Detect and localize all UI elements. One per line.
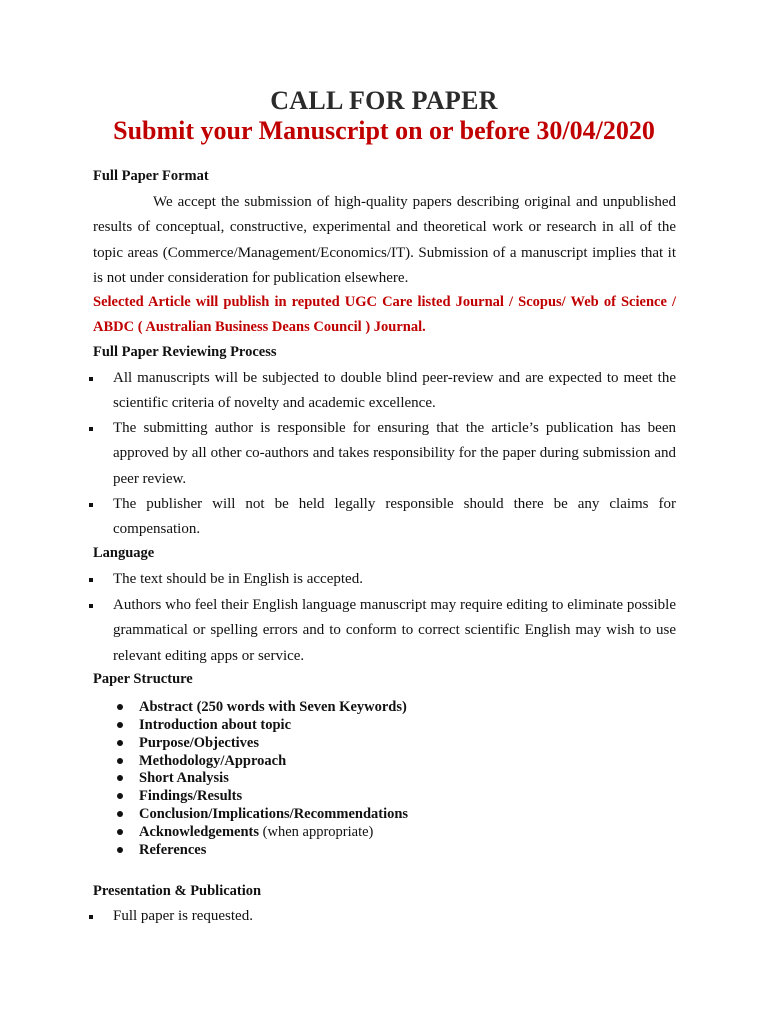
list-item bbox=[139, 716, 291, 734]
publication-highlight: Selected Article will publish in reputed UGC Care listed Journal / Scopus/ Web of Science / ABDC ( Australian Business Deans Council ) Journal. bbox=[93, 294, 676, 336]
list-item-text: Short Analysis bbox=[139, 770, 229, 786]
list-item-text: All manuscripts will be subjected to double blind peer-review and are expected to meet the scientific criteria of novelty and academic excellence. bbox=[113, 370, 676, 412]
list-item bbox=[139, 698, 407, 716]
round-bullet-icon bbox=[117, 740, 123, 746]
list-item bbox=[139, 752, 286, 770]
round-bullet-icon bbox=[117, 704, 123, 710]
list-item bbox=[139, 805, 408, 823]
list-item-text: Findings/Results bbox=[139, 788, 243, 804]
list-item-text: Purpose/Objectives bbox=[139, 735, 260, 751]
round-bullet-icon bbox=[117, 758, 123, 764]
square-bullet-icon bbox=[89, 578, 93, 582]
square-bullet-icon bbox=[89, 427, 93, 431]
list-item-text: The text should be in English is accepted. bbox=[113, 571, 363, 587]
acknowledgements-note: (when appropriate) bbox=[262, 824, 374, 840]
section-heading-review: Full Paper Reviewing Process bbox=[93, 344, 277, 360]
format-paragraph: We accept the submission of high-quality papers describing original and unpublished results of conceptual, constructive, experimental and theoretical work or research in all of the topic areas (Commerce/Management/Economics/IT). Submission of a manuscript implies that it is not under consideration for publication elsewhere. bbox=[93, 194, 676, 286]
list-item bbox=[113, 366, 676, 417]
section-heading-structure: Paper Structure bbox=[93, 671, 193, 687]
list-item-text: Methodology/Approach bbox=[139, 753, 287, 769]
list-item bbox=[139, 823, 373, 841]
round-bullet-icon bbox=[117, 793, 123, 799]
list-item bbox=[113, 593, 676, 669]
list-item-text: References bbox=[139, 842, 207, 858]
list-item-text: Full paper is requested. bbox=[113, 908, 253, 924]
list-item bbox=[139, 841, 206, 859]
list-item bbox=[113, 492, 676, 543]
list-item bbox=[139, 769, 229, 787]
round-bullet-icon bbox=[117, 775, 123, 781]
section-heading-presentation: Presentation & Publication bbox=[93, 883, 262, 899]
square-bullet-icon bbox=[89, 377, 93, 381]
section-heading-format: Full Paper Format bbox=[93, 168, 209, 184]
list-item-text: Conclusion/Implications/Recommendations bbox=[139, 806, 409, 822]
round-bullet-icon bbox=[117, 829, 123, 835]
page-subtitle: Submit your Manuscript on or before 30/04/2020 bbox=[113, 116, 655, 145]
square-bullet-icon bbox=[89, 604, 93, 608]
round-bullet-icon bbox=[117, 811, 123, 817]
list-item-text: The publisher will not be held legally responsible should there be any claims for compensation. bbox=[113, 496, 676, 538]
list-item-text: Introduction about topic bbox=[139, 717, 292, 733]
square-bullet-icon bbox=[89, 503, 93, 507]
list-item-text: The submitting author is responsible for ensuring that the article’s publication has been approved by all other co-authors and takes responsibility for the paper during submission and peer review. bbox=[113, 420, 676, 487]
round-bullet-icon bbox=[117, 847, 123, 853]
list-item-text: Abstract (250 words with Seven Keywords) bbox=[139, 699, 407, 715]
round-bullet-icon bbox=[117, 722, 123, 728]
list-item bbox=[139, 734, 259, 752]
list-item bbox=[113, 416, 676, 492]
list-item bbox=[113, 567, 676, 592]
section-heading-language: Language bbox=[93, 545, 155, 561]
list-item bbox=[139, 787, 242, 805]
square-bullet-icon bbox=[89, 915, 93, 919]
list-item-text: Acknowledgements bbox=[139, 824, 260, 840]
page-title: CALL FOR PAPER bbox=[270, 86, 498, 115]
list-item-text: Authors who feel their English language manuscript may require editing to eliminate possible grammatical or spelling errors and to conform to correct scientific English may wish to use relevant editing apps or service. bbox=[113, 597, 676, 664]
list-item bbox=[113, 904, 676, 929]
